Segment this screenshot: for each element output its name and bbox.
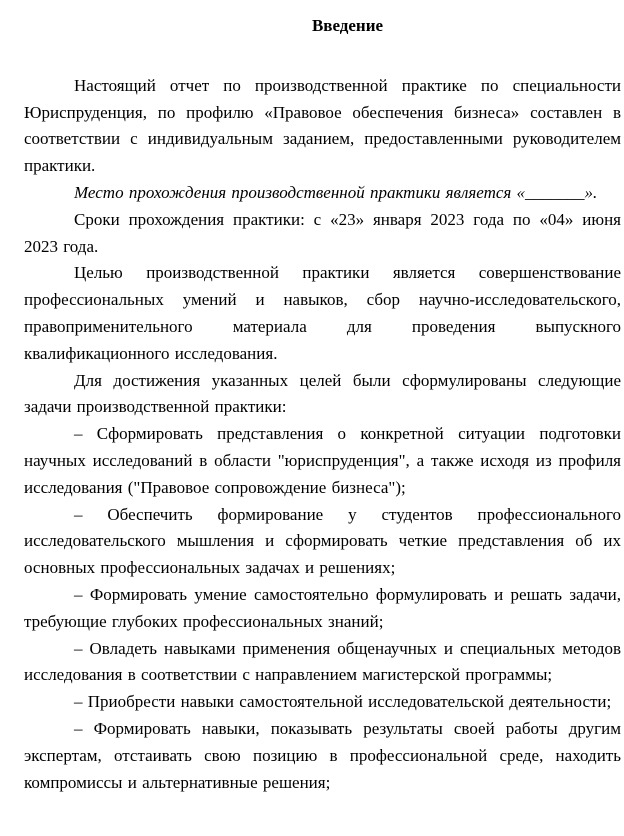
paragraph-practice-goal: Целью производственной практики является совершенствование профессиональных умений и навыков, сбор научно-исследовательского, правоприменительного материала для проведения выпускного квалификационного исследования.	[24, 263, 621, 363]
paragraph-intro: Настоящий отчет по производственной практике по специальности Юриспруденция, по профилю «Правовое обеспечения бизнеса» составлен в соответствии с индивидуальным заданием, предоставленными руководителем практики.	[24, 75, 621, 176]
paragraph-practice-dates: Сроки прохождения практики: с «23» января 2023 года по «04» июня 2023 года.	[24, 209, 621, 256]
section-title: Введение	[311, 16, 384, 35]
task-item-5: – Приобрести навыки самостоятельной исследовательской деятельности;	[74, 692, 612, 712]
task-item-4: – Овладеть навыками применения общенаучных и специальных методов исследования в соответствии с направлением магистерской программы;	[24, 638, 621, 685]
task-item-6: – Формировать навыки, показывать результаты своей работы другим экспертам, отстаивать свою позицию в профессиональной среде, находить компромиссы и альтернативные решения;	[24, 718, 621, 792]
task-item-2: – Обеспечить формирование у студентов профессионального исследовательского мышления и сформировать четкие представления об их основных профессиональных задачах и решениях;	[24, 504, 621, 578]
paragraph-practice-place: Место прохождения производственной практики является «_______».	[74, 182, 598, 202]
task-item-1: – Сформировать представления о конкретной ситуации подготовки научных исследований в области "юриспруденция", а также исходя из профиля исследования ("Правовое сопровождение бизнеса");	[24, 424, 621, 497]
paragraph-tasks-lead: Для достижения указанных целей были сформулированы следующие задачи производственной практики:	[24, 370, 621, 417]
task-item-3: – Формировать умение самостоятельно формулировать и решать задачи, требующие глубоких профессиональных знаний;	[24, 584, 621, 631]
